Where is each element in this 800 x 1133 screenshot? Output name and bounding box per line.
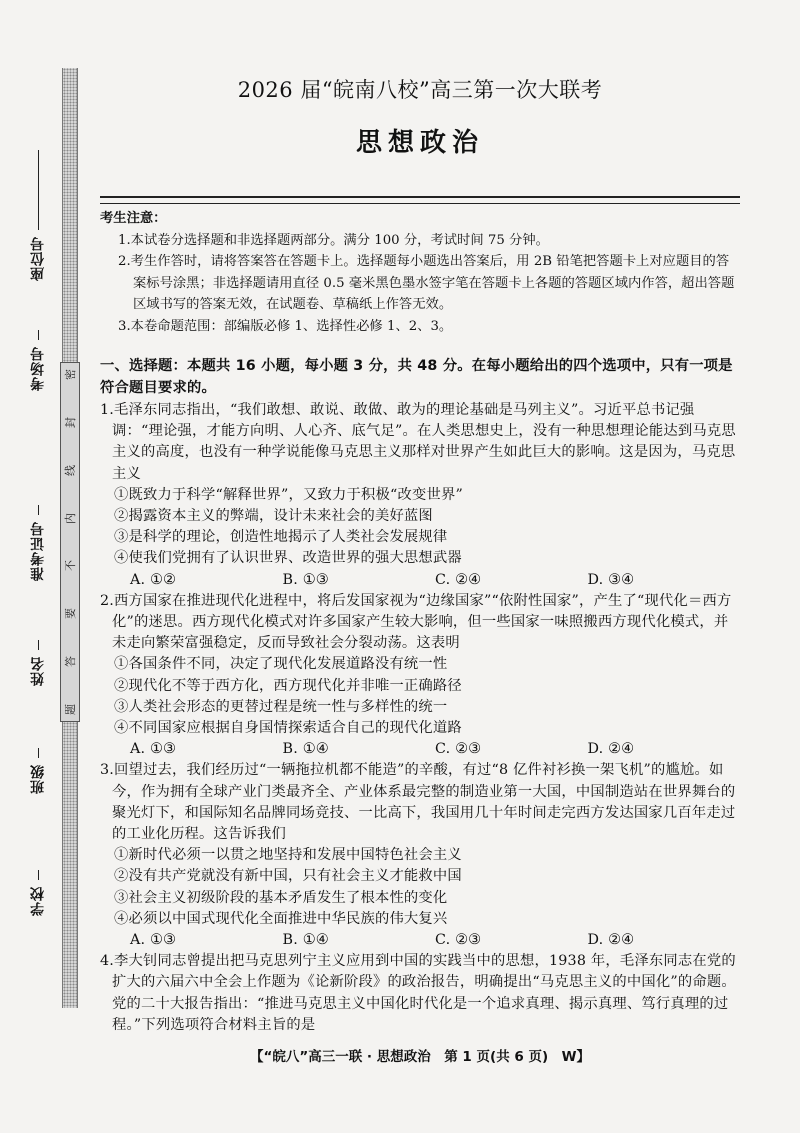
- class-label: 班级: [30, 764, 46, 794]
- statement-option: ④不同国家应根据自身国情探索适合自己的现代化道路: [114, 720, 462, 737]
- answer-choice-d: D. ②④: [587, 741, 635, 758]
- seal-char: 答: [63, 656, 77, 668]
- statement-option: ③社会主义初级阶段的基本矛盾发生了根本性的变化: [114, 889, 448, 906]
- question-4: [100, 951, 740, 1036]
- statement-option: ④必须以中国式现代化全面推进中华民族的伟大复兴: [114, 910, 448, 927]
- exam-notice: [100, 208, 740, 337]
- question-stem: 2.西方国家在推进现代化进程中，将后发国家视为“边缘国家”“依附性国家”，产生了“现代化＝西方化”的迷思。西方现代化模式对许多国家产生较大影响，但一些国家一味照搬西方现代化模式，并未走向繁荣富强稳定，反而导致社会分裂动荡。这表明: [100, 592, 732, 652]
- answer-choices: [100, 570, 740, 591]
- answer-choices: [100, 930, 740, 951]
- question-1: [100, 400, 740, 591]
- statement-option: ③是科学的理论，创造性地揭示了人类社会发展规律: [114, 529, 448, 546]
- divider: [100, 203, 740, 204]
- statement-option: ②没有共产党就没有新中国，只有社会主义才能救中国: [114, 868, 462, 885]
- exam-room-label: 考场号: [30, 346, 46, 391]
- answer-choice-b: B. ①④: [282, 741, 329, 758]
- fill-line: [38, 330, 39, 340]
- answer-choice-a: A. ①③: [130, 932, 177, 949]
- section-heading: 一、选择题：本题共 16 小题，每小题 3 分，共 48 分。在每小题给出的四个选项中，只有一项是符合题目要求的。: [100, 358, 733, 396]
- name-label: 姓名: [30, 656, 46, 686]
- admission-number-label: 准考证号: [30, 521, 46, 581]
- school-field: [26, 870, 50, 916]
- statement-option: ①新时代必须一以贯之地坚持和发展中国特色社会主义: [114, 847, 462, 864]
- answer-choice-c: C. ②③: [435, 741, 482, 758]
- seal-line-notice: [60, 362, 80, 722]
- question-list: [100, 400, 740, 1036]
- seal-char: 线: [63, 464, 77, 476]
- seat-number-field: [26, 150, 50, 281]
- seal-char: 内: [63, 512, 77, 524]
- notice-title: 考生注意：: [100, 211, 167, 226]
- seal-char: 封: [63, 416, 77, 428]
- question-stem: 1.毛泽东同志指出，“我们敢想、敢说、敢做、敢为的理论基础是马列主义”。习近平总书记强调：“理论强，才能方向明、人心齐、底气足”。在人类思想史上，没有一种思想理论能达到马克思主义的高度，也没有一种学说能像马克思主义那样对世界产生如此巨大的影响。这是因为，马克思主义: [100, 402, 736, 482]
- seal-char: 题: [63, 703, 77, 715]
- divider: [100, 196, 740, 198]
- answer-choice-c: C. ②④: [435, 571, 482, 588]
- exam-room-field: [26, 330, 50, 391]
- answer-choice-b: B. ①④: [282, 932, 329, 949]
- notice-item: 1.本试卷分选择题和非选择题两部分。满分 100 分，考试时间 75 分钟。: [118, 232, 549, 248]
- admission-number-field: [26, 505, 50, 581]
- page-footer: 【“皖八”高三一联 · 思想政治 第 1 页(共 6 页) W】: [249, 1049, 591, 1065]
- answer-choice-c: C. ②③: [435, 932, 482, 949]
- statement-option: ①各国条件不同，决定了现代化发展道路没有统一性: [114, 656, 448, 673]
- exam-title: 2026 届“皖南八校”高三第一次大联考: [237, 78, 603, 102]
- question-stem: 3.回望过去，我们经历过“一辆拖拉机都不能造”的辛酸，有过“8 亿件衬衫换一架飞机”的尴尬。如今，作为拥有全球产业门类最齐全、产业体系最完整的制造业第一大国，中国制造站在世界舞台的聚光灯下，和国际知名品牌同场竞技、一比高下，我国用几十年时间走完西方发达国家几百年走过的工业化历程。这告诉我们: [100, 762, 736, 843]
- statement-option: ①既致力于科学“解释世界”，又致力于积极“改变世界”: [114, 486, 463, 503]
- fill-line: [38, 870, 39, 880]
- subject-title: 思想政治: [355, 128, 484, 158]
- fill-line: [38, 640, 39, 650]
- statement-option: ③人类社会形态的更替过程是统一性与多样性的统一: [114, 698, 448, 715]
- seal-char: 要: [63, 608, 77, 620]
- notice-item: 3.本卷命题范围：部编版必修 1、选择性必修 1、2、3。: [118, 318, 453, 334]
- seat-number-label: 座位号: [30, 236, 46, 281]
- school-label: 学校: [30, 886, 46, 916]
- class-field: [26, 748, 50, 794]
- fill-line: [38, 150, 39, 230]
- notice-item: 2.考生作答时，请将答案答在答题卡上。选择题每小题选出答案后，用 2B 铅笔把答题卡上对应题目的答案标号涂黑；非选择题请用直径 0.5 毫米黑色墨水签字笔在答题卡上各题的答题区域内作答，超出答题区域书写的答案无效，在试题卷、草稿纸上作答无效。: [118, 254, 735, 312]
- statement-option: ④使我们党拥有了认识世界、改造世界的强大思想武器: [114, 550, 462, 567]
- answer-choice-d: D. ③④: [587, 571, 635, 588]
- question-stem: 4.李大钊同志曾提出把马克思列宁主义应用到中国的实践当中的思想，1938 年，毛泽东同志在党的扩大的六届六中全会上作题为《论新阶段》的政治报告，明确提出“马克思主义的中国化”的命题。党的二十大报告指出：“推进马克思主义中国化时代化是一个追求真理、揭示真理、笃行真理的过程。”下列选项符合材料主旨的是: [100, 953, 736, 1033]
- seal-char: 密: [63, 369, 77, 380]
- question-2: [100, 591, 740, 761]
- seal-char: 不: [63, 560, 77, 572]
- statement-option: ②揭露资本主义的弊端，设计未来社会的美好蓝图: [114, 508, 433, 525]
- answer-choice-d: D. ②④: [587, 932, 635, 949]
- fill-line: [38, 748, 39, 758]
- question-3: [100, 760, 740, 951]
- name-field: [26, 640, 50, 686]
- answer-choice-b: B. ①③: [282, 571, 329, 588]
- statement-option: ②现代化不等于西方化，西方现代化并非唯一正确路径: [114, 677, 462, 694]
- answer-choice-a: A. ①③: [130, 741, 177, 758]
- answer-choices: [100, 739, 740, 760]
- fill-line: [38, 505, 39, 515]
- answer-choice-a: A. ①②: [130, 571, 177, 588]
